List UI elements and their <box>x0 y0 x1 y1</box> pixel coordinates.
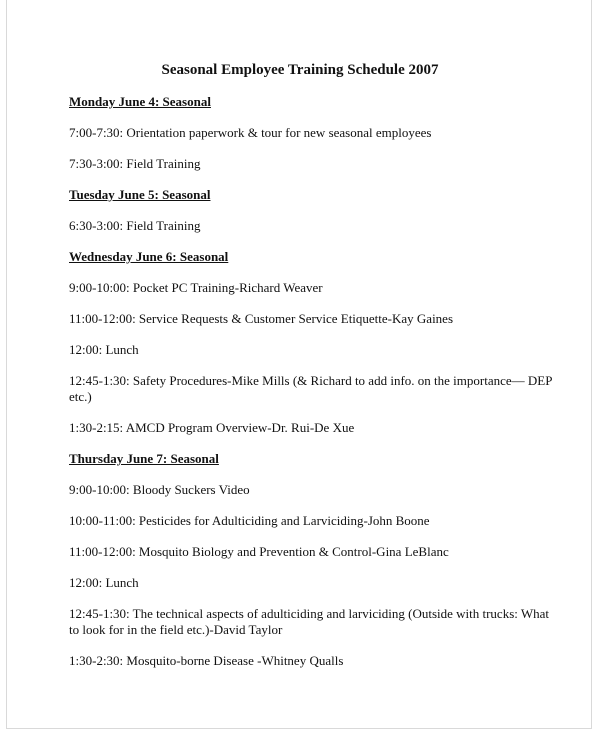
document-page <box>6 0 592 729</box>
schedule-entry: 11:00-12:00: Mosquito Biology and Prevention & Control-Gina LeBlanc <box>69 544 449 559</box>
schedule-entry: 12:45-1:30: Safety Procedures-Mike Mills (& Richard to add info. on the importance— DEP etc.) <box>69 373 552 404</box>
day-heading-monday: Monday June 4: Seasonal <box>69 94 211 109</box>
day-heading-tuesday: Tuesday June 5: Seasonal <box>69 187 211 202</box>
day-heading-thursday: Thursday June 7: Seasonal <box>69 451 219 466</box>
schedule-entry: 6:30-3:00: Field Training <box>69 218 201 233</box>
schedule-content <box>69 94 559 669</box>
schedule-entry: 12:00: Lunch <box>69 575 139 590</box>
schedule-entry: 7:30-3:00: Field Training <box>69 156 201 171</box>
schedule-entry: 1:30-2:30: Mosquito-borne Disease -Whitney Qualls <box>69 653 344 668</box>
schedule-entry: 10:00-11:00: Pesticides for Adulticiding and Larviciding-John Boone <box>69 513 430 528</box>
document-title: Seasonal Employee Training Schedule 2007 <box>161 62 439 78</box>
schedule-entry: 12:00: Lunch <box>69 342 139 357</box>
schedule-entry: 1:30-2:15: AMCD Program Overview-Dr. Rui-De Xue <box>69 420 355 435</box>
schedule-entry: 12:45-1:30: The technical aspects of adulticiding and larviciding (Outside with trucks: What to look for in the field etc.)-David Taylor <box>69 606 550 637</box>
schedule-entry: 9:00-10:00: Bloody Suckers Video <box>69 482 250 497</box>
schedule-entry: 9:00-10:00: Pocket PC Training-Richard Weaver <box>69 280 323 295</box>
schedule-entry: 11:00-12:00: Service Requests & Customer Service Etiquette-Kay Gaines <box>69 311 454 326</box>
day-heading-wednesday: Wednesday June 6: Seasonal <box>69 249 229 264</box>
schedule-entry: 7:00-7:30: Orientation paperwork & tour for new seasonal employees <box>69 125 432 140</box>
